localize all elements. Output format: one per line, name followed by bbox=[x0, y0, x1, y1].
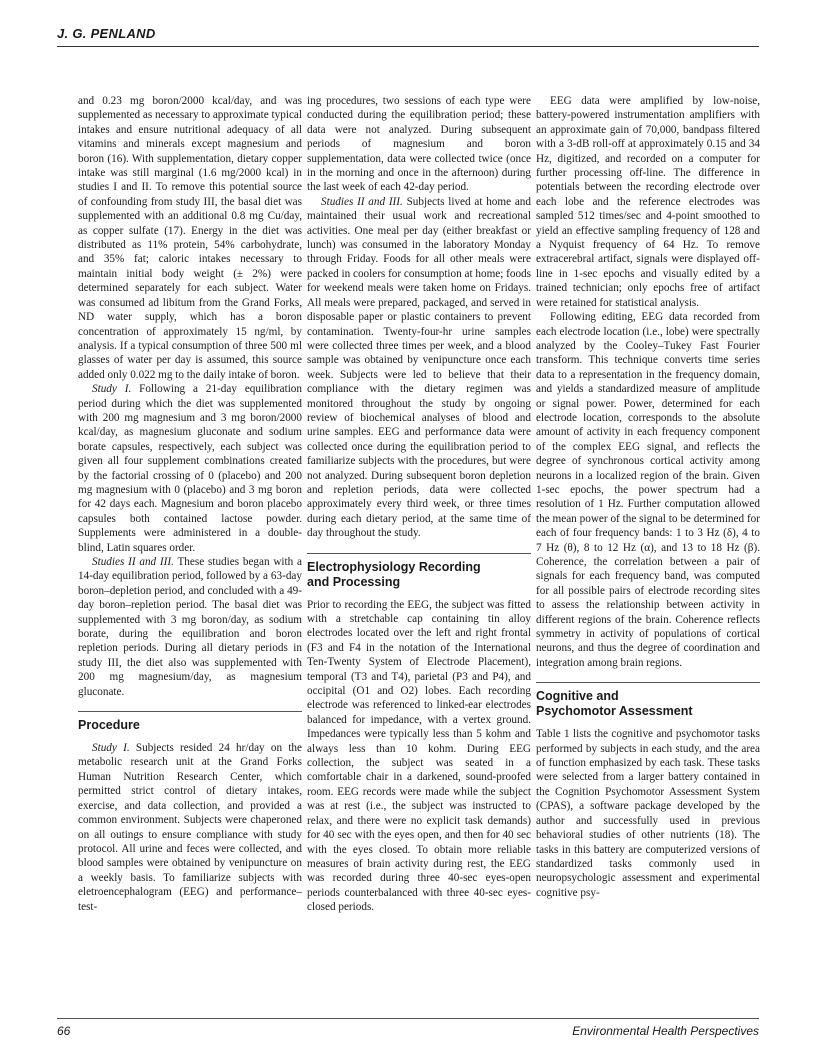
heading-cognitive-assessment bbox=[536, 682, 760, 719]
column-1 bbox=[78, 94, 302, 914]
paragraph-procedure-studies-2-3-text: Subjects lived at home and maintained their usual work and recreational activities. One meal per day (either breakfast or lunch) was consumed in the laboratory Monday through Friday. Foods for all other meals were packed in coolers for consumption at home; foods for weekend meals were taken home on Fridays. All meals were prepared, packaged, and served in disposable paper or plastic containers to prevent contamination. Twenty-four-hr urine samples were collected three times per week, and a blood sample was obtained by venipuncture once each week. Subjects were led to believe that their compliance with the dietary regimen was monitored throughout the study by ongoing review of biochemical analyses of blood and urine samples. EEG and performance data were collected once during the equilibration period to familiarize subjects with the procedures, but were not analyzed. During subsequent boron depletion and repletion periods, data were collected approximately every third week, or three times during each dietary period, at the same time of day throughout the study. bbox=[307, 195, 532, 540]
journal-name: Environmental Health Perspectives bbox=[572, 1024, 759, 1038]
paragraph-eeg-recording: Prior to recording the EEG, the subject was fitted with a stretchable cap containing tin alloy electrodes located over the left and right frontal (F3 and F4 in the notation of the International Ten-Twenty System of Electrode Placement), temporal (T3 and T4), parietal (P3 and P4), and occipital (O1 and O2) lobes. Each recording electrode was referenced to linked-ear electrodes balanced for impedance, with a vertex ground. Impedances were typically less than 5 kohm and always less than 10 kohm. During EEG collection, the subject was seated in a comfortable chair in a darkened, sound-proofed room. EEG records were made while the subject was at rest (i.e., the subject was instructed to relax, and there were no explicit task demands) for 40 sec with the eyes open, and then for 40 sec with the eyes closed. To obtain more reliable measures of brain activity during rest, the EEG was recorded during three 40-sec eyes-open periods counterbalanced with three 40-sec eyes-closed periods. bbox=[307, 598, 531, 914]
footer-rule bbox=[57, 1018, 759, 1019]
paragraph-study-1-text: Following a 21-day equilibration period during which the diet was supplemented with 200 mg magnesium and 3 mg boron/2000 kcal/day, as magnesium gluconate and sodium borate capsules, respectively, each subject was given all four supplement combinations created by the factorial crossing of 0 (placebo) and 200 mg magnesium with 0 (placebo) and 3 mg boron for 42 days each. Magnesium and boron placebo capsules both contained lactose powder. Supplements were administered in a double-blind, Latin squares order. bbox=[78, 383, 302, 554]
paragraph-spectral-analysis: Following editing, EEG data recorded from each electrode location (i.e., lobe) were spectrally analyzed by the Cooley–Tukey Fast Fourier transform. This technique converts time series data to a representation in the frequency domain, and yields a standardized measure of amplitude or signal power. Power, determined for each electrode location, corresponds to the absolute amount of activity in each frequency component of the complex EEG signal, and reflects the degree of synchronous cortical activity among neurons in a localized region of the brain. Given 1-sec epochs, the power spectrum had a resolution of 1 Hz. Further computation allowed the mean power of the signal to be determined for each of four frequency bands: 1 to 3 Hz (δ), 4 to 7 Hz (θ), 8 to 12 Hz (α), and 13 to 18 Hz (β). Coherence, the correlation between a pair of signals for each frequency band, was computed for all possible pairs of electrode recording sites to assess the relationship between activity in different regions of the brain. Coherence reflects symmetry in activity of populations of cortical neurons, and thus the degree of coordination and integration among brain regions. bbox=[536, 311, 760, 669]
column-2 bbox=[307, 94, 531, 915]
paragraph-studies-2-3-text: These studies began with a 14-day equilibration period, followed by a 63-day boron–depletion period, and concluded with a 49-day boron–repletion period. The basal diet was supplemented with 3 mg boron/day, as sodium borate, during the equilibration and boron repletion periods. During all dietary periods in study III, the diet also was supplemented with 200 mg magnesium/day, as magnesium gluconate. bbox=[78, 556, 302, 698]
heading-electrophysiology bbox=[307, 553, 531, 590]
column-3 bbox=[536, 94, 760, 900]
paragraph-cpas: Table 1 lists the cognitive and psychomotor tasks performed by subjects in each study, and the area of function emphasized by each task. These tasks were selected from a larger battery contained in the Cognition Psychomotor Assessment System (CPAS), a software package developed by the author and successfully used in previous behavioral studies of other nutrients (18). The tasks in this battery are computerized versions of standardized tasks commonly used in neuropsychologic assessment and experimental cognitive psy- bbox=[536, 728, 760, 899]
paragraph-studies-2-3 bbox=[78, 555, 302, 699]
running-header-author: J. G. PENLAND bbox=[57, 26, 156, 41]
paragraph-testing-procedures: ing procedures, two sessions of each type were conducted during the equilibration period; these data were not analyzed. During subsequent periods of magnesium and boron supplementation, data were collected twice (once in the morning and once in the afternoon) during the last week of each 42-day period. bbox=[307, 95, 531, 194]
header-rule bbox=[57, 46, 759, 47]
paragraph-procedure-study-1-text: Subjects resided 24 hr/day on the metabolic research unit at the Grand Forks Human Nutrition Research Center, which permitted strict control of dietary intakes, exercise, and data collection, and provided a common environment. Subjects were chaperoned on all outings to ensure compliance with study protocol. All urine and feces were collected, and blood samples were obtained by venipuncture on a weekly basis. To familiarize subjects with eletroencephalogram (EEG) and performance–test- bbox=[78, 742, 302, 913]
run-in-head-study-1: Study I. bbox=[92, 383, 132, 396]
run-in-head-procedure-study-1: Study I. bbox=[92, 742, 130, 755]
heading-cognitive-line-1: Cognitive and bbox=[536, 689, 619, 704]
paragraph-study-1 bbox=[78, 382, 302, 555]
heading-procedure bbox=[78, 711, 302, 733]
paragraph-procedure-studies-2-3 bbox=[307, 195, 531, 541]
paragraph-procedure-study-1 bbox=[78, 741, 302, 914]
heading-electrophysiology-line-1: Electrophysiology Recording bbox=[307, 559, 481, 574]
paragraph-diet: and 0.23 mg boron/2000 kcal/day, and was supplemented as necessary to approximate typical intakes and ensure nutritional adequacy of all vitamins and minerals except magnesium and boron (16). With supplementation, dietary copper intake was still marginal (1.6 mg/2000 kcal) in studies I and II. To remove this potential source of confounding from study III, the basal diet was supplemented with an additional 0.8 mg Cu/day, as copper sulfate (17). Energy in the diet was distributed as 11% protein, 54% carbohydrate, and 35% fat; caloric intakes necessary to maintain initial body weight (± 2%) were determined separately for each subject. Water was consumed ad libitum from the Grand Forks, ND water supply, which has a boron concentration of approximately 15 ng/ml, by analysis. If a typical consumption of three 500 ml glasses of water per day is assumed, this source added only 0.022 mg to the daily intake of boron. bbox=[78, 95, 302, 381]
heading-cognitive-line-2: Psychomotor Assessment bbox=[536, 704, 693, 719]
paragraph-eeg-amplification: EEG data were amplified by low-noise, battery-powered instrumentation amplifiers with an approximate gain of 70,000, bandpass filtered with a 3-dB roll-off at approximately 0.15 and 34 Hz, digitized, and recorded on a computer for further processing off-line. The difference in potentials between the recording electrode over each lobe and the reference electrodes was sampled 512 times/sec and 4-point smoothed to yield an effective sampling frequency of 128 and a Nyquist frequency of 64 Hz. To remove extracerebral artifact, signals were displayed off-line in 1-sec epochs and visually edited by a trained technician; only epochs free of artifact were retained for statistical analysis. bbox=[536, 95, 760, 309]
heading-electrophysiology-line-2: and Processing bbox=[307, 574, 401, 589]
heading-procedure-text: Procedure bbox=[78, 718, 140, 733]
page-number: 66 bbox=[57, 1024, 71, 1038]
run-in-head-procedure-studies-2-3: Studies II and III. bbox=[321, 195, 403, 208]
run-in-head-studies-2-3: Studies II and III. bbox=[92, 556, 174, 568]
